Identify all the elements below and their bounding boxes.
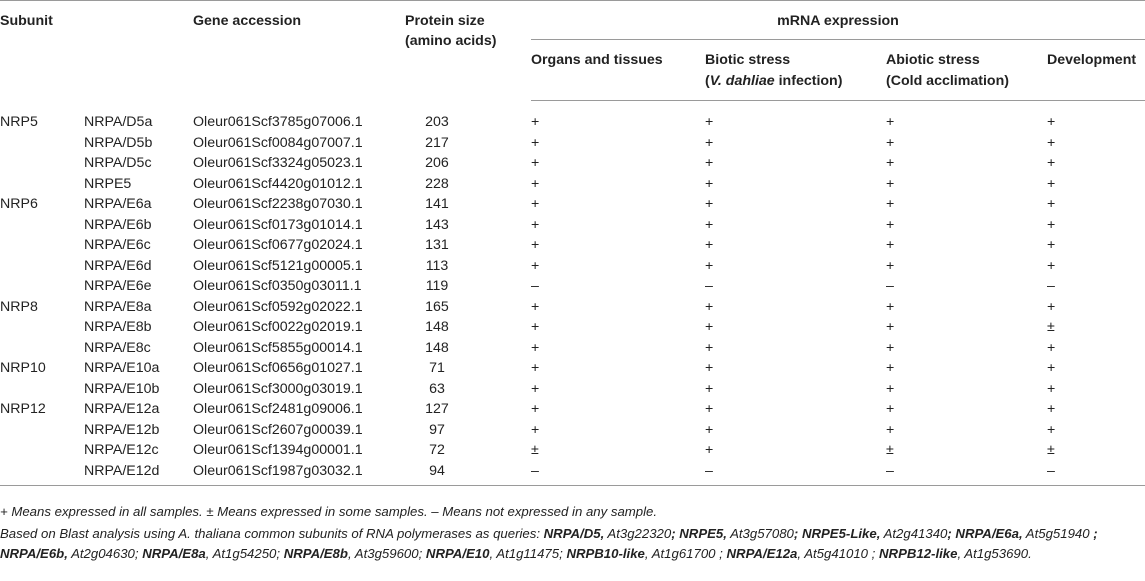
cell-gene-accession: Oleur061Scf2607g00039.1 <box>193 421 363 438</box>
header-biotic-line2 <box>705 71 886 91</box>
cell-development: + <box>1047 360 1056 377</box>
cell-name: NRPA/E6b <box>84 216 152 233</box>
cell-organs: + <box>531 175 540 192</box>
cell-subunit <box>0 317 84 338</box>
cell-gene-accession: Oleur061Scf0022g02019.1 <box>193 319 363 336</box>
cell-subunit: NRP12 <box>0 401 46 418</box>
cell-name: NRPA/E12b <box>84 421 160 438</box>
cell-biotic: + <box>705 319 714 336</box>
cell-organs: + <box>531 421 540 438</box>
cell-biotic: + <box>705 196 714 213</box>
cell-biotic: + <box>705 175 714 192</box>
cell-abiotic: + <box>886 237 895 254</box>
cell-biotic: + <box>705 380 714 397</box>
cell-development: + <box>1047 380 1056 397</box>
cell-name: NRPE5 <box>84 175 132 192</box>
footnote-segment: NRPB10-like <box>566 546 645 561</box>
cell-name: NRPA/E12c <box>84 442 159 459</box>
cell-biotic: + <box>705 216 714 233</box>
footnote-segment: , At1g54250; <box>205 546 284 561</box>
cell-subunit <box>0 133 84 154</box>
footnote-segment: At3g22320 <box>604 526 672 541</box>
cell-protein-size: 113 <box>425 257 449 274</box>
cell-development: + <box>1047 134 1056 151</box>
footnote-segment: At3g57080 <box>726 526 794 541</box>
header-abiotic <box>886 40 1047 101</box>
cell-organs: + <box>531 319 540 336</box>
footnote-segment: , At1g53690. <box>957 546 1032 561</box>
cell-abiotic: + <box>886 421 895 438</box>
cell-subunit <box>0 256 84 277</box>
cell-abiotic: + <box>886 216 895 233</box>
cell-subunit: NRP6 <box>0 196 38 213</box>
cell-abiotic: + <box>886 175 895 192</box>
cell-development: + <box>1047 155 1056 172</box>
cell-protein-size: 94 <box>405 461 531 486</box>
cell-biotic: + <box>705 442 714 459</box>
cell-abiotic: + <box>886 114 895 131</box>
cell-organs: + <box>531 237 540 254</box>
cell-subunit <box>0 440 84 461</box>
cell-development: ± <box>1047 442 1055 459</box>
table-row <box>0 174 1145 195</box>
cell-biotic: + <box>705 421 714 438</box>
header-protein-size-line1: Protein size <box>405 13 485 29</box>
cell-subunit <box>0 379 84 400</box>
table-row <box>0 420 1145 441</box>
header-mrna-expression: mRNA expression <box>531 1 1145 40</box>
footnote-segment: ; NRPA/E6b, <box>0 526 1098 561</box>
cell-gene-accession: Oleur061Scf0084g07007.1 <box>193 134 363 151</box>
cell-gene-accession: Oleur061Scf0592g02022.1 <box>193 298 363 315</box>
cell-protein-size: 143 <box>425 216 449 233</box>
table-row <box>0 440 1145 461</box>
cell-organs: – <box>531 461 705 486</box>
footnote-segment: At2g04630; <box>67 546 143 561</box>
cell-biotic: + <box>705 237 714 254</box>
cell-gene-accession: Oleur061Scf2238g07030.1 <box>193 196 363 213</box>
table-row <box>0 276 1145 297</box>
cell-subunit <box>0 276 84 297</box>
cell-protein-size: 131 <box>425 237 449 254</box>
cell-development: ± <box>1047 319 1055 336</box>
table-row <box>0 317 1145 338</box>
cell-name: NRPA/E10a <box>84 360 160 377</box>
cell-subunit <box>0 153 84 174</box>
cell-protein-size: 71 <box>429 360 445 377</box>
cell-development: + <box>1047 339 1056 356</box>
cell-biotic: + <box>705 401 714 418</box>
header-row <box>0 1 1145 40</box>
cell-subunit <box>0 215 84 236</box>
cell-development: + <box>1047 298 1056 315</box>
cell-subunit <box>0 338 84 359</box>
cell-gene-accession: Oleur061Scf3000g03019.1 <box>193 380 363 397</box>
cell-abiotic: + <box>886 380 895 397</box>
footnote-blast <box>0 524 1140 564</box>
cell-development: + <box>1047 175 1056 192</box>
cell-abiotic: + <box>886 401 895 418</box>
cell-gene-accession: Oleur061Scf0656g01027.1 <box>193 360 363 377</box>
cell-organs: – <box>531 278 539 295</box>
header-biotic-species: V. dahliae <box>709 72 775 89</box>
cell-gene-accession: Oleur061Scf5855g00014.1 <box>193 339 363 356</box>
cell-protein-size: 97 <box>429 421 445 438</box>
cell-gene-accession: Oleur061Scf4420g01012.1 <box>193 175 363 192</box>
table-row <box>0 461 1145 486</box>
cell-subunit <box>0 461 84 486</box>
cell-organs: + <box>531 339 540 356</box>
header-biotic-open: ( <box>705 72 710 89</box>
footnote-segment: At2g41340 <box>880 526 948 541</box>
cell-gene-accession: Oleur061Scf0350g03011.1 <box>193 278 362 295</box>
cell-name: NRPA/D5a <box>84 113 153 130</box>
cell-abiotic: + <box>886 339 895 356</box>
header-biotic-suffix: infection) <box>774 72 843 89</box>
cell-gene-accession: Oleur061Scf1987g03032.1 <box>193 461 405 486</box>
cell-organs: + <box>531 196 540 213</box>
cell-name: NRPA/D5b <box>84 134 153 151</box>
cell-name: NRPA/E8a <box>84 298 152 315</box>
footnote-segment: Based on Blast analysis using A. thaliana common subunits of RNA polymerases as queries: <box>0 526 544 541</box>
cell-name: NRPA/E12d <box>84 461 193 486</box>
cell-development: + <box>1047 401 1056 418</box>
cell-protein-size: 217 <box>425 134 449 151</box>
cell-development: + <box>1047 216 1056 233</box>
cell-development: – <box>1047 278 1055 295</box>
table-row <box>0 379 1145 400</box>
table-row <box>0 194 1145 215</box>
footnote-segment: , At5g41010 ; <box>797 546 880 561</box>
cell-development: + <box>1047 114 1056 131</box>
cell-name: NRPA/E6a <box>84 196 152 213</box>
cell-abiotic: ± <box>886 442 894 459</box>
cell-gene-accession: Oleur061Scf2481g09006.1 <box>193 401 363 418</box>
table-row <box>0 256 1145 277</box>
cell-organs: + <box>531 380 540 397</box>
footnote-segment: ; NRPE5, <box>671 526 727 541</box>
cell-abiotic: + <box>886 134 895 151</box>
table-row <box>0 338 1145 359</box>
header-protein-size-line2: (amino acids) <box>405 33 497 50</box>
header-protein-size <box>405 1 531 101</box>
cell-protein-size: 72 <box>429 442 445 459</box>
cell-organs: + <box>531 401 540 418</box>
header-subunit: Subunit <box>0 1 84 101</box>
cell-protein-size: 148 <box>425 319 449 336</box>
cell-organs: + <box>531 155 540 172</box>
cell-biotic: + <box>705 134 714 151</box>
cell-abiotic: + <box>886 298 895 315</box>
footnote-segment: ; NRPA/E6a, <box>947 526 1023 541</box>
cell-subunit: NRP5 <box>0 113 38 130</box>
table-row <box>0 101 1145 133</box>
cell-gene-accession: Oleur061Scf5121g00005.1 <box>193 257 363 274</box>
header-gene-accession: Gene accession <box>193 1 405 101</box>
cell-abiotic: + <box>886 257 895 274</box>
cell-gene-accession: Oleur061Scf1394g00001.1 <box>193 442 363 459</box>
cell-name: NRPA/E6e <box>84 278 152 295</box>
footnote-segment: , At3g59600; <box>347 546 426 561</box>
cell-gene-accession: Oleur061Scf3785g07006.1 <box>193 113 363 130</box>
cell-name: NRPA/E6d <box>84 257 152 274</box>
table-body <box>0 101 1145 486</box>
cell-subunit: NRP10 <box>0 360 46 377</box>
cell-subunit <box>0 420 84 441</box>
cell-subunit <box>0 174 84 195</box>
cell-development: + <box>1047 257 1056 274</box>
cell-gene-accession: Oleur061Scf0677g02024.1 <box>193 237 363 254</box>
header-biotic-line1: Biotic stress <box>705 52 791 69</box>
footnote-segment: NRPA/E8a <box>142 546 206 561</box>
header-biotic <box>705 40 886 101</box>
cell-protein-size: 127 <box>425 401 449 418</box>
table-row <box>0 235 1145 256</box>
cell-organs: + <box>531 360 540 377</box>
cell-biotic: + <box>705 155 714 172</box>
cell-abiotic: + <box>886 155 895 172</box>
cell-organs: + <box>531 114 540 131</box>
cell-protein-size: 119 <box>425 278 449 295</box>
cell-development: + <box>1047 196 1056 213</box>
cell-protein-size: 206 <box>425 155 449 172</box>
cell-biotic: – <box>705 278 713 295</box>
cell-abiotic: + <box>886 319 895 336</box>
cell-abiotic: + <box>886 196 895 213</box>
footnote-segment: NRPA/D5, <box>543 526 605 541</box>
cell-organs: + <box>531 216 540 233</box>
table-row <box>0 399 1145 420</box>
cell-name: NRPA/E10b <box>84 380 160 397</box>
cell-development: – <box>1047 461 1145 486</box>
header-organs: Organs and tissues <box>531 40 705 101</box>
cell-subunit: NRP8 <box>0 298 38 315</box>
footnote-segment: NRPB12-like <box>879 546 958 561</box>
footnote-legend: + Means expressed in all samples. ± Means expressed in some samples. – Means not expressed in any sample. <box>0 504 658 519</box>
table-row <box>0 215 1145 236</box>
cell-biotic: – <box>705 461 886 486</box>
cell-protein-size: 165 <box>425 298 449 315</box>
cell-biotic: + <box>705 360 714 377</box>
footnote-segment: , At1g61700 ; <box>644 546 727 561</box>
cell-organs: + <box>531 257 540 274</box>
cell-protein-size: 203 <box>425 113 449 130</box>
cell-protein-size: 141 <box>425 196 449 213</box>
cell-gene-accession: Oleur061Scf3324g05023.1 <box>193 155 363 172</box>
footnote-segment: NRPA/E10 <box>425 546 490 561</box>
header-abiotic-line2: (Cold acclimation) <box>886 72 1009 89</box>
cell-gene-accession: Oleur061Scf0173g01014.1 <box>193 216 363 233</box>
cell-biotic: + <box>705 298 714 315</box>
cell-name: NRPA/E6c <box>84 237 151 254</box>
header-name <box>84 1 193 101</box>
cell-development: + <box>1047 421 1056 438</box>
cell-subunit <box>0 235 84 256</box>
cell-abiotic: + <box>886 360 895 377</box>
cell-protein-size: 148 <box>425 339 449 356</box>
footnote-segment: NRPA/E8b <box>283 546 348 561</box>
cell-organs: ± <box>531 442 539 459</box>
cell-development: + <box>1047 237 1056 254</box>
cell-organs: + <box>531 134 540 151</box>
cell-protein-size: 63 <box>429 380 445 397</box>
footnote-segment: At5g51940 <box>1022 526 1094 541</box>
table-row <box>0 153 1145 174</box>
cell-name: NRPA/E8c <box>84 339 151 356</box>
table-row <box>0 358 1145 379</box>
table-row <box>0 133 1145 154</box>
cell-abiotic: – <box>886 278 894 295</box>
footnote-segment: NRPA/E12a <box>726 546 798 561</box>
cell-biotic: + <box>705 114 714 131</box>
header-development: Development <box>1047 40 1145 101</box>
cell-name: NRPA/E12a <box>84 401 160 418</box>
header-abiotic-line1: Abiotic stress <box>886 52 980 69</box>
cell-biotic: + <box>705 339 714 356</box>
cell-biotic: + <box>705 257 714 274</box>
table-row <box>0 297 1145 318</box>
footnote-segment: ; NRPE5-Like, <box>793 526 881 541</box>
footnote-segment: , At1g11475; <box>489 546 567 561</box>
cell-abiotic: – <box>886 461 1047 486</box>
cell-name: NRPA/D5c <box>84 155 152 172</box>
cell-organs: + <box>531 298 540 315</box>
cell-name: NRPA/E8b <box>84 319 152 336</box>
cell-protein-size: 228 <box>425 175 449 192</box>
